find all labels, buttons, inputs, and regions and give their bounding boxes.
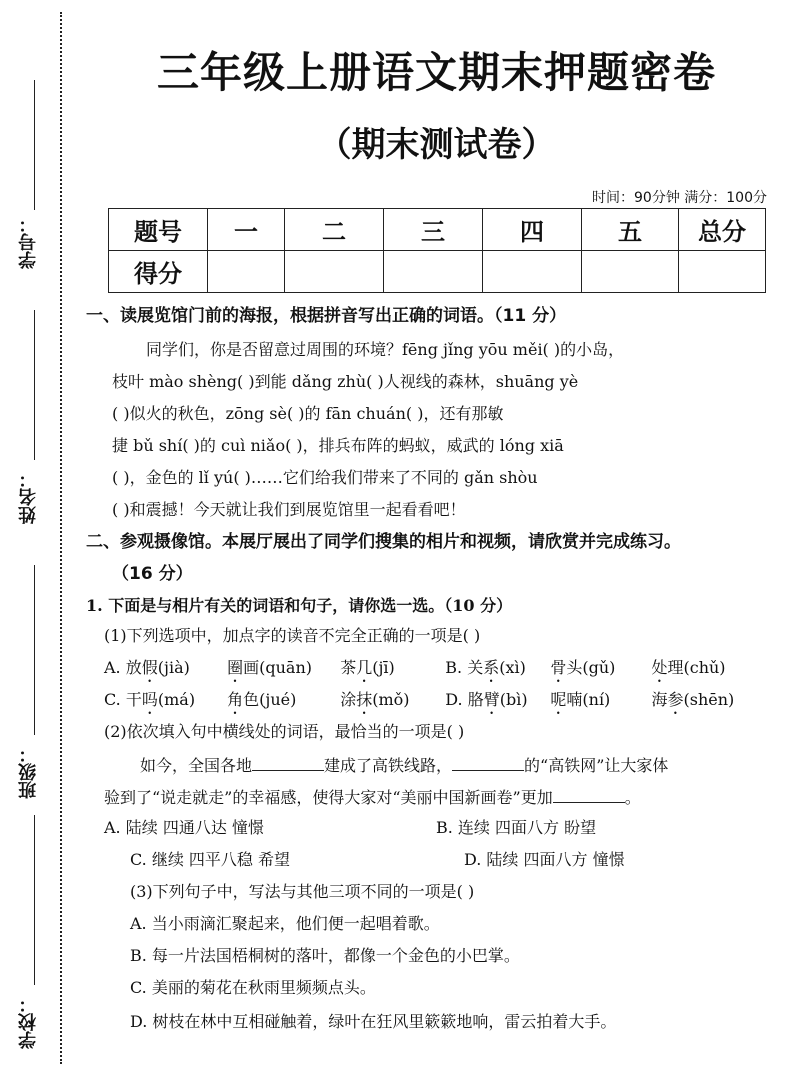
section1-line: ( )似火的秋色，zōng sè( )的 fān chuán( )，还有那敏 [112, 404, 504, 423]
option-item: B. 关系(xì) [445, 658, 526, 677]
option-item: A. 放假(jià) [104, 658, 190, 677]
sentence-c: C. 美丽的菊花在秋雨里频频点头。 [130, 978, 376, 997]
time-info: 时间：90分钟 满分：100分 [592, 190, 767, 206]
section1-line: 捷 bǔ shí( )的 cuì niǎo( )，排兵布阵的蚂蚁，威武的 lóng xiā [112, 436, 564, 455]
section2-score: （16 分） [112, 564, 193, 584]
score-input-cell[interactable] [679, 251, 766, 293]
option-item: 角色(jué) [227, 690, 297, 709]
sentence-d: D. 树枝在林中互相碰触着，绿叶在狂风里簌簌地响，雷云拍着大手。 [130, 1012, 617, 1031]
score-input-cell[interactable] [483, 251, 582, 293]
score-input-cell[interactable] [582, 251, 679, 293]
table-cell: 五 [582, 209, 679, 251]
table-cell: 得分 [109, 251, 208, 293]
options-row-ab [104, 658, 726, 686]
question-1-2: (2)依次填入句中横线处的词语，最恰当的一项是( ) [104, 722, 465, 741]
section1-line: ( )，金色的 lǐ yú( )……它们给我们带来了不同的 gǎn shòu [112, 468, 538, 487]
fill-blank[interactable] [252, 756, 324, 771]
question-1-1: (1)下列选项中，加点字的读音不完全正确的一项是( ) [104, 626, 481, 645]
table-cell: 三 [384, 209, 483, 251]
fill-blank[interactable] [452, 756, 524, 771]
class-line [34, 565, 35, 735]
option-item: D. 胳臂(bì) [445, 690, 528, 709]
option-item: 处理(chǔ) [651, 658, 726, 677]
page-subtitle: （期末测试卷） [317, 125, 556, 165]
paragraph-line: 如今，全国各地 建成了高铁线路， 的“高铁网”让大家体 [140, 756, 669, 775]
fill-blank[interactable] [553, 788, 625, 803]
choice-a: A. 陆续 四通八达 憧憬 [104, 818, 264, 837]
choice-b: B. 连续 四面八方 盼望 [436, 818, 597, 837]
option-item: 圈画(quān) [227, 658, 312, 677]
option-item: 海参(shēn) [651, 690, 735, 709]
class-label: 班级： [18, 745, 39, 799]
table-cell: 四 [483, 209, 582, 251]
section2-heading: 二、参观摄像馆。本展厅展出了同学们搜集的相片和视频，请欣赏并完成练习。 [86, 532, 681, 552]
table-cell: 总分 [679, 209, 766, 251]
school-line [34, 815, 35, 985]
option-item: 涂抹(mǒ) [340, 690, 410, 709]
question-1: 1. 下面是与相片有关的词语和句子，请你选一选。（10 分） [86, 596, 513, 615]
name-line [34, 310, 35, 460]
name-label: 姓名： [18, 470, 39, 524]
section1-line: 同学们，你是否留意过周围的环境？fēng jǐng yōu měi( )的小岛， [146, 340, 625, 359]
paragraph-line: 验到了“说走就走”的幸福感，使得大家对“美丽中国新画卷”更加 。 [104, 788, 641, 807]
table-cell: 题号 [109, 209, 208, 251]
score-table [108, 208, 766, 293]
sentence-a: A. 当小雨滴汇聚起来，他们便一起唱着歌。 [130, 914, 440, 933]
school-label: 学校： [18, 995, 39, 1049]
table-cell: 一 [208, 209, 285, 251]
option-item: 骨头(gǔ) [550, 658, 616, 677]
score-table-header-row [109, 209, 766, 251]
section1-heading: 一、读展览馆门前的海报，根据拼音写出正确的词语。（11 分） [86, 306, 567, 326]
question-1-3: (3)下列句子中，写法与其他三项不同的一项是( ) [130, 882, 475, 901]
student-id-label: 学号： [18, 215, 39, 269]
score-table-score-row [109, 251, 766, 293]
table-cell: 二 [285, 209, 384, 251]
option-item: 茶几(jī) [340, 658, 395, 677]
section1-line: ( )和震撼！今天就让我们到展览馆里一起看看吧！ [112, 500, 466, 519]
score-input-cell[interactable] [285, 251, 384, 293]
section1-line: 枝叶 mào shèng( )到能 dǎng zhù( )人视线的森林，shuāng yè [112, 372, 579, 391]
options-row-cd [104, 690, 734, 718]
choice-c: C. 继续 四平八稳 希望 [130, 850, 291, 869]
page-title: 三年级上册语文期末押题密卷 [156, 48, 716, 97]
option-item: 呢喃(ní) [550, 690, 611, 709]
choice-d: D. 陆续 四面八方 憧憬 [464, 850, 625, 869]
score-input-cell[interactable] [384, 251, 483, 293]
sentence-b: B. 每一片法国梧桐树的落叶，都像一个金色的小巴掌。 [130, 946, 520, 965]
binding-dashed-line [60, 12, 62, 1064]
option-item: C. 干吗(má) [104, 690, 196, 709]
score-input-cell[interactable] [208, 251, 285, 293]
